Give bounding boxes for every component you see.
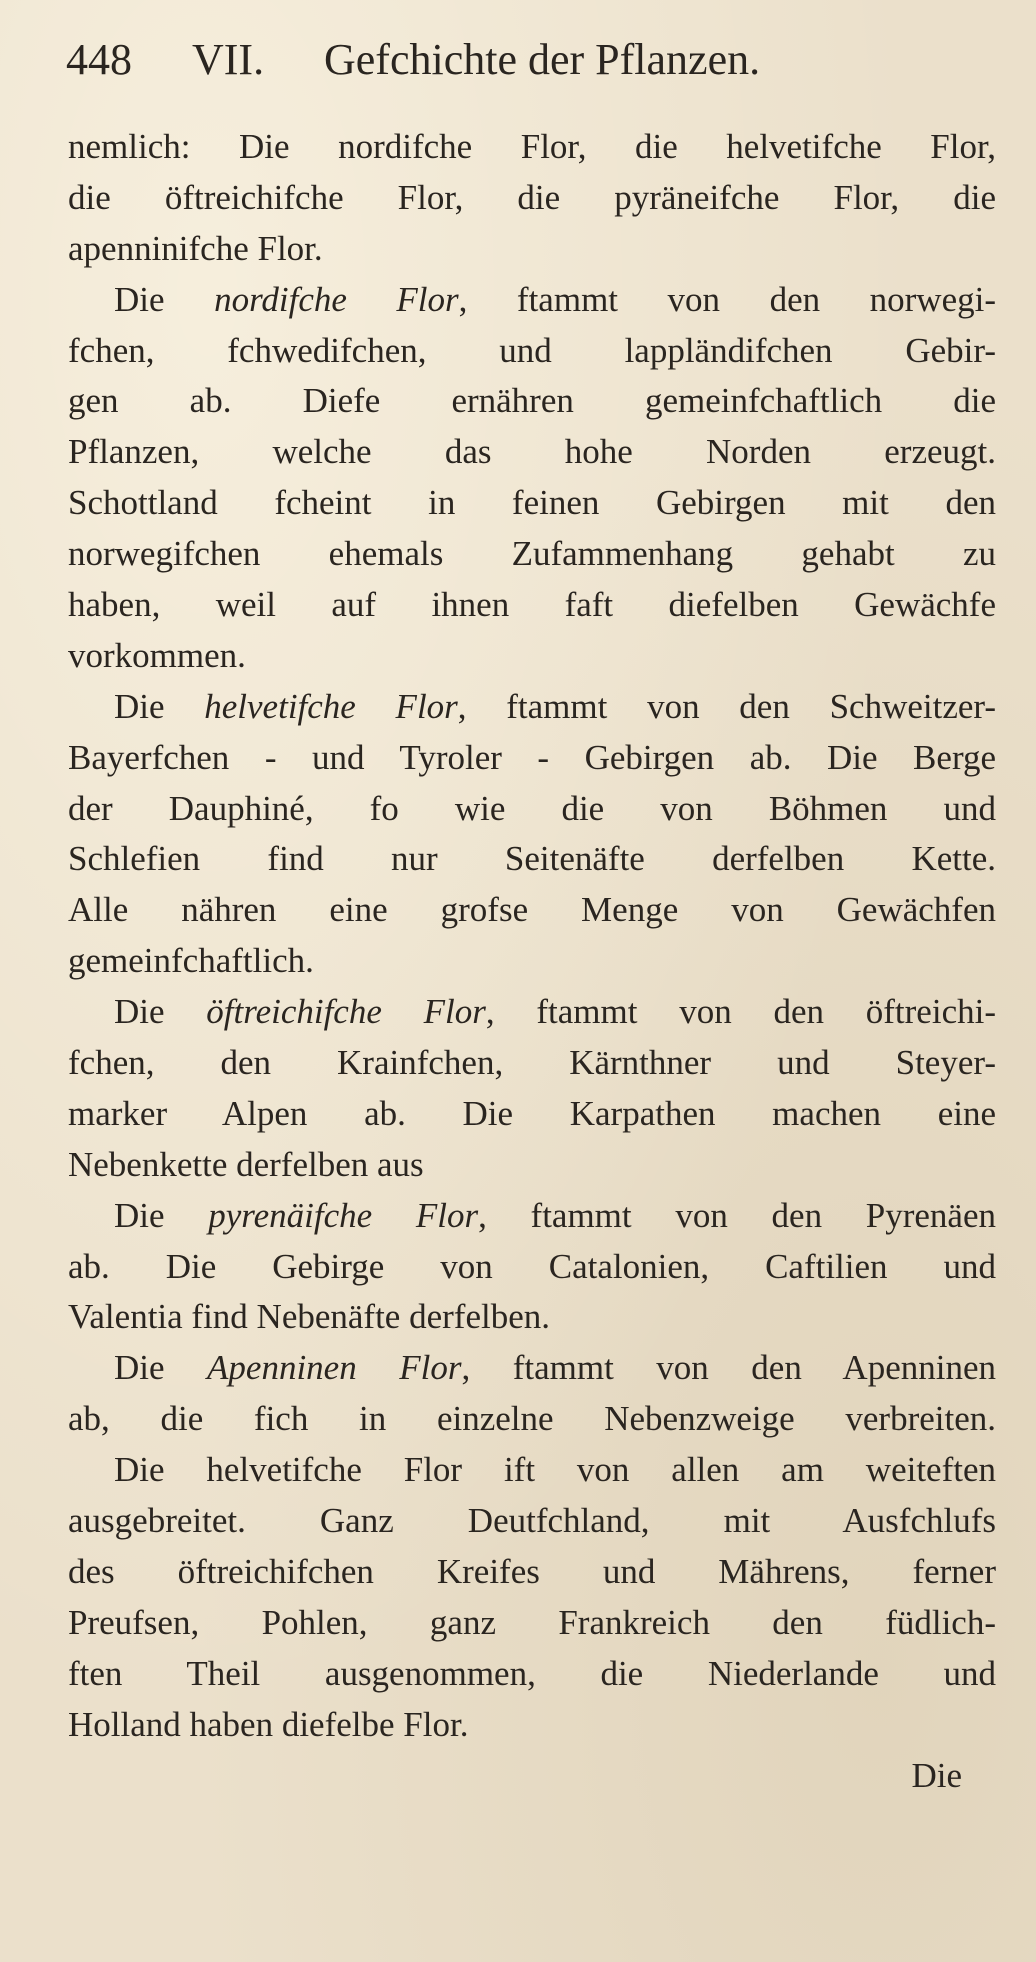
paragraph-first-line — [68, 1343, 996, 1394]
paragraph-first-line — [68, 987, 996, 1038]
flora-name: nordifche Flor — [214, 279, 459, 319]
paragraph-first-line — [68, 682, 996, 733]
text-line: Pflanzen, welche das hohe Norden erzeugt. — [68, 432, 996, 472]
text-line: Nebenkette derfelben aus — [68, 1144, 424, 1184]
text-line: ab. Die Gebirge von Catalonien, Caftilien und — [68, 1246, 996, 1286]
running-title: Gefchichte der Pflanzen. — [324, 35, 761, 84]
text-run: Die — [114, 279, 215, 319]
text-line: nemlich: Die nordifche Flor, die helvetifche Flor, — [68, 127, 996, 166]
text-line: vorkommen. — [68, 635, 246, 675]
running-head — [66, 30, 966, 90]
text-line: fchen, den Krainfchen, Kärnthner und Steyer- — [68, 1043, 996, 1083]
chapter-number: VII. — [192, 35, 265, 84]
text-line: Schlefien find nur Seitenäfte derfelben Kette. — [68, 839, 996, 879]
text-run: , ftammt von den norwegi- — [458, 279, 996, 319]
text-run: Die — [114, 1195, 209, 1235]
flora-name: Apenninen Flor — [207, 1348, 462, 1388]
text-line: ften Theil ausgenommen, die Niederlande und — [68, 1653, 996, 1693]
text-line: die öftreichifche Flor, die pyräneifche Flor, die — [68, 177, 996, 217]
body-text — [68, 122, 996, 1801]
text-line: haben, weil auf ihnen faft diefelben Gewächfe — [68, 585, 996, 625]
text-run: , ftammt von den Pyrenäen — [478, 1195, 996, 1235]
text-line: gemeinfchaftlich. — [68, 941, 314, 981]
paragraph-first-line: Die helvetifche Flor ift von allen am weiteften — [114, 1450, 996, 1490]
text-line: der Dauphiné, fo wie die von Böhmen und — [68, 788, 996, 828]
text-run: , ftammt von den Schweitzer- — [457, 686, 997, 726]
text-line: Valentia find Nebenäfte derfelben. — [68, 1297, 550, 1337]
text-line: apenninifche Flor. — [68, 228, 323, 268]
text-run: Die — [114, 992, 207, 1032]
text-run: Die — [114, 1348, 208, 1388]
text-line: Holland haben diefelbe Flor. — [68, 1704, 469, 1744]
paragraph-first-line — [68, 275, 996, 326]
text-line: Preufsen, Pohlen, ganz Frankreich den füdlich- — [68, 1602, 996, 1642]
text-line: des öftreichifchen Kreifes und Mährens, ferner — [68, 1551, 996, 1591]
text-line: ausgebreitet. Ganz Deutfchland, mit Ausfchlufs — [68, 1501, 996, 1541]
catchword-line — [68, 1751, 996, 1802]
flora-name: pyrenäifche Flor — [208, 1195, 479, 1235]
text-line: ab, die fich in einzelne Nebenzweige verbreiten. — [68, 1399, 996, 1439]
text-line: norwegifchen ehemals Zufammenhang gehabt zu — [68, 534, 996, 574]
text-run: Die — [114, 686, 205, 726]
flora-name: helvetifche Flor — [204, 686, 458, 726]
paragraph-first-line — [68, 1191, 996, 1242]
text-line: gen ab. Diefe ernähren gemeinfchaftlich die — [68, 381, 996, 421]
text-line: marker Alpen ab. Die Karpathen machen eine — [68, 1093, 996, 1133]
page-number: 448 — [66, 35, 132, 84]
text-line: Alle nähren eine grofse Menge von Gewächfen — [68, 890, 996, 930]
text-line: fchen, fchwedifchen, und lappländifchen Gebir- — [68, 330, 996, 370]
text-line: Schottland fcheint in feinen Gebirgen mit den — [68, 483, 996, 523]
catchword: Die — [911, 1755, 962, 1795]
flora-name: öftreichifche Flor — [206, 992, 486, 1032]
text-line: Bayerfchen - und Tyroler - Gebirgen ab. Die Berge — [68, 737, 996, 777]
text-run: , ftammt von den öftreichi- — [485, 992, 996, 1032]
text-run: , ftammt von den Apenninen — [461, 1348, 996, 1388]
